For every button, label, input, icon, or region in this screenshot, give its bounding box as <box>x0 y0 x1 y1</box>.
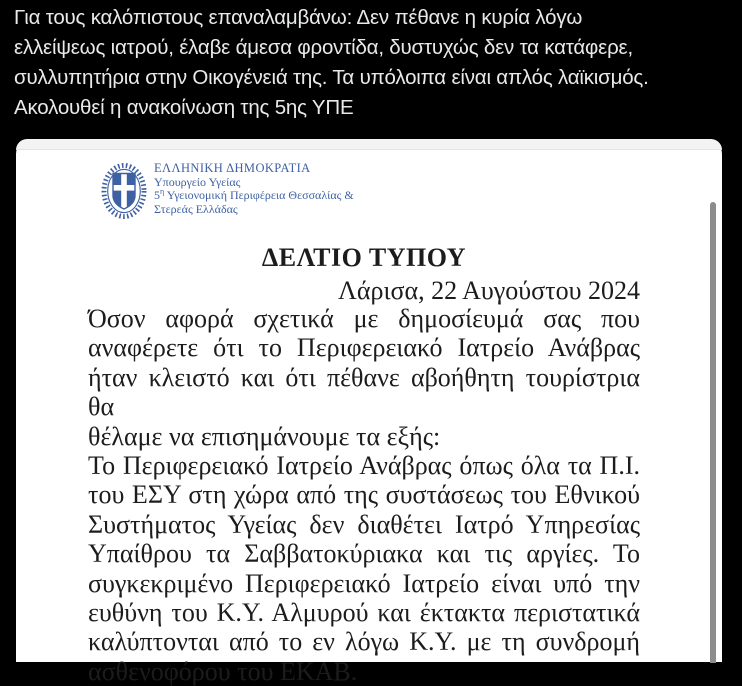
press-release-title: ΔΕΛΤΙΟ ΤΥΠΟΥ <box>261 243 467 272</box>
document-body <box>88 304 640 686</box>
document-body-line: Όσον αφορά σχετικά με δημοσίευμά σας που <box>88 304 640 333</box>
document-body-line: συγκεκριμένο Περιφερειακό Ιατρείο είναι υπό την <box>88 568 640 598</box>
document-body-line: Συστήματος Υγείας δεν διαθέτει Ιατρό Υπηρεσίας <box>88 509 640 539</box>
post-text-line: συλλυπητήρια στην Οικογένειά της. Τα υπόλοιπα είναι απλός λαϊκισμός. <box>14 66 649 89</box>
document-body-line: Υπαίθρου τα Σαββατοκύριακα και τις αργίες. Το <box>88 539 640 569</box>
document-body-line: θέλαμε να επισημάνουμε τα εξής: <box>88 421 441 451</box>
document-body-line: Το Περιφερειακό Ιατρείο Ανάβρας όπως όλα τα Π.Ι. <box>88 451 640 481</box>
letterhead-region-line2: Στερεάς Ελλάδας <box>154 201 238 216</box>
document-body-line: ήταν κλειστό και ότι πέθανε αβοήθητη τουρίστρια θα <box>88 362 640 422</box>
post-text <box>14 3 732 123</box>
letterhead-ministry: Υπουργείο Υγείας <box>154 174 241 189</box>
post-text-line: ελλείψεως ιατρού, έλαβε άμεσα φροντίδα, δυστυχώς δεν τα κατάφερε, <box>14 36 633 59</box>
press-release-image[interactable] <box>16 139 722 686</box>
document-body-line: ευθύνη του Κ.Υ. Αλμυρού και έκτακτα περιστατικά <box>88 598 640 628</box>
letterhead-region-line1: $5^\eta$ Υγειονομική Περιφέρεια Θεσσαλίας & <box>154 187 354 203</box>
dateline: Λάρισα, 22 Αυγούστου 2024 <box>338 276 640 305</box>
document-body-line: ασθενοφόρου του ΕΚΑΒ. <box>88 656 358 686</box>
document-body-line: καλύπτονται από το εν λόγω Κ.Υ. με τη συνδρομή <box>88 627 640 657</box>
document-body-line: αναφέρετε ότι το Περιφερειακό Ιατρείο Ανάβρας <box>88 333 640 363</box>
scrollbar-thumb[interactable] <box>710 202 716 663</box>
post-text-line: Για τους καλόπιστους επαναλαμβάνω: Δεν πέθανε η κυρία λόγω <box>14 6 583 29</box>
post-text-line: Ακολουθεί η ανακοίνωση της 5ης ΥΠΕ <box>14 96 354 119</box>
press-release <box>88 139 640 686</box>
document-body-line: του ΕΣΥ στη χώρα από της συστάσεως του Εθνικού <box>88 480 640 510</box>
letterhead-republic: ΕΛΛΗΝΙΚΗ ΔΗΜΟΚΡΑΤΙΑ <box>154 161 311 175</box>
